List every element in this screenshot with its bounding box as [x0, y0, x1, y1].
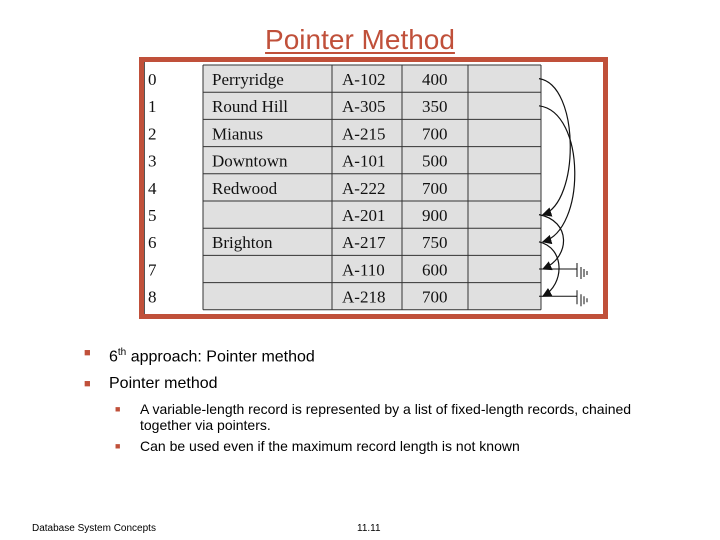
- record-cell: 700: [422, 178, 448, 198]
- record-cell: 700: [422, 124, 448, 144]
- bullet-approach-text: approach: Pointer method: [126, 348, 315, 366]
- slide-title: Pointer Method: [265, 24, 455, 55]
- sub-bullet-marker-icon: ■: [115, 404, 121, 415]
- record-cell: A-215: [342, 124, 386, 144]
- bullet-approach: [84, 343, 684, 367]
- record-cell: Redwood: [212, 178, 278, 198]
- record-row-number: 3: [148, 151, 157, 171]
- record-cell: A-102: [342, 70, 386, 89]
- record-cell: Mianus: [212, 124, 263, 144]
- pointer-method-figure: [139, 57, 608, 319]
- bullet-list: [84, 343, 684, 459]
- pointer-arrow: [539, 215, 564, 269]
- record-cell: 400: [422, 70, 448, 89]
- record-row-number: 7: [148, 260, 157, 280]
- record-cell: 750: [422, 233, 448, 253]
- record-cell: A-101: [342, 151, 386, 171]
- sub-bullet-max-length-text: Can be used even if the maximum record length is not known: [140, 438, 520, 455]
- record-cell: A-218: [342, 287, 386, 307]
- record-cell: 350: [422, 97, 448, 117]
- record-row-number: 6: [148, 233, 157, 253]
- record-row-number: 8: [148, 287, 157, 307]
- record-cell: A-201: [342, 206, 386, 225]
- record-cell: A-222: [342, 178, 386, 198]
- record-row-number: 0: [148, 70, 157, 89]
- record-row-number: 4: [148, 178, 157, 198]
- record-cell: 900: [422, 206, 448, 225]
- record-row-number: 5: [148, 206, 157, 225]
- bullet-marker-icon: ■: [84, 378, 91, 391]
- record-cell: Round Hill: [212, 97, 289, 117]
- sub-bullet-variable-length-text: A variable-length record is represented by a list of fixed-length records, chained together via pointers.: [140, 401, 632, 434]
- record-cell: Brighton: [212, 233, 273, 253]
- record-cell: A-217: [342, 233, 386, 253]
- record-file-diagram: [144, 62, 603, 314]
- pointer-arrow: [539, 79, 570, 215]
- footer-page-number: 11.11: [357, 523, 381, 534]
- record-cell: 500: [422, 151, 448, 171]
- bullet-marker-icon: ■: [84, 347, 91, 359]
- footer-course: Database System Concepts: [32, 523, 156, 534]
- record-cell: A-110: [342, 260, 385, 280]
- record-row-number: 2: [148, 124, 157, 144]
- bullet-approach-number: 6: [109, 348, 118, 366]
- record-cell: A-305: [342, 97, 386, 117]
- record-cell: 600: [422, 260, 448, 280]
- record-row-number: 1: [148, 97, 157, 117]
- record-cell: 700: [422, 287, 448, 307]
- sub-bullet-variable-length: [115, 401, 684, 433]
- record-cell: Perryridge: [212, 70, 284, 89]
- sub-bullet-max-length: [115, 438, 684, 454]
- bullet-approach-suffix: th: [117, 347, 127, 358]
- sub-bullet-marker-icon: ■: [115, 441, 121, 452]
- record-cell: Downtown: [212, 151, 288, 171]
- bullet-pointer-method-text: Pointer method: [109, 375, 218, 393]
- bullet-pointer-method: [84, 374, 684, 394]
